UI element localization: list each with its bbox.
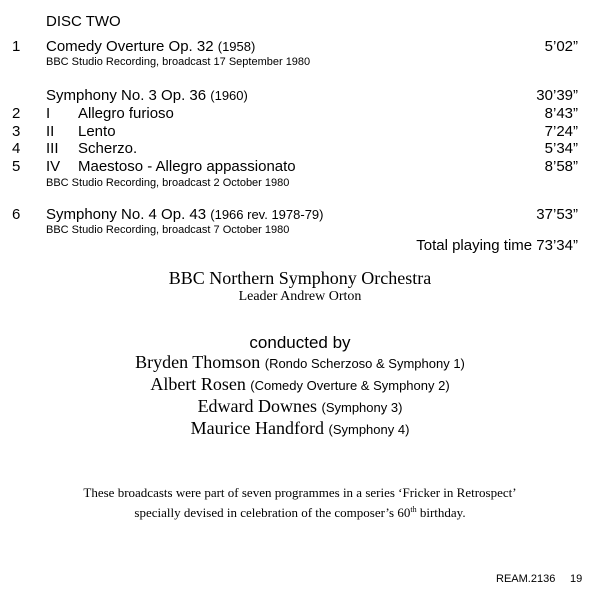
work-title	[46, 87, 248, 104]
movement-title: Maestoso - Allegro appassionato	[78, 158, 296, 175]
track-title-text: Comedy Overture Op. 32	[46, 38, 214, 55]
track-number: 1	[12, 38, 21, 55]
work-year: (1960)	[210, 88, 248, 103]
track-number: 5	[12, 158, 21, 175]
movement-numeral: IV	[46, 158, 61, 175]
track-duration: 8’58”	[544, 158, 578, 175]
conducted-by-label: conducted by	[249, 333, 351, 352]
conductor-line	[0, 396, 600, 417]
conductor-name: Edward Downes	[197, 396, 318, 416]
track-number: 2	[12, 105, 21, 122]
page-number: 19	[570, 573, 583, 585]
movement-numeral: III	[46, 140, 59, 157]
orchestra-name: BBC Northern Symphony Orchestra	[168, 268, 432, 288]
movement-numeral: I	[46, 105, 51, 122]
movement-numeral: II	[46, 123, 55, 140]
track-duration: 37’53”	[536, 206, 578, 223]
conductor-name: Maurice Handford	[190, 418, 325, 438]
footnote-line-2	[0, 505, 600, 521]
movement-title: Allegro furioso	[78, 105, 174, 122]
track-duration: 7’24”	[544, 123, 578, 140]
catalogue-number: REAM.2136	[496, 573, 556, 585]
movement-title: Lento	[78, 123, 116, 140]
track-number: 6	[12, 206, 21, 223]
conductor-works: (Symphony 4)	[328, 422, 410, 437]
conductor-line	[0, 374, 600, 395]
track-duration: 8’43”	[544, 105, 578, 122]
recording-note: BBC Studio Recording, broadcast 17 September 1980	[46, 56, 311, 68]
track-title	[46, 206, 323, 223]
track-year: (1966 rev. 1978-79)	[210, 207, 324, 222]
footnote-superscript: th	[410, 505, 417, 514]
recording-note: BBC Studio Recording, broadcast 7 October 1980	[46, 224, 290, 236]
movement-title: Scherzo.	[78, 140, 138, 157]
work-title-text: Symphony No. 3 Op. 36	[46, 87, 207, 104]
footnote-line-1: These broadcasts were part of seven programmes in a series ‘Fricker in Retrospect’	[83, 485, 517, 500]
conductor-name: Bryden Thomson	[135, 352, 261, 372]
conductor-line	[0, 418, 600, 439]
track-number: 3	[12, 123, 21, 140]
recording-note: BBC Studio Recording, broadcast 2 October 1980	[46, 177, 290, 189]
track-number: 4	[12, 140, 21, 157]
track-duration: 5’02”	[544, 38, 578, 55]
conductor-name: Albert Rosen	[150, 374, 246, 394]
footnote-text: specially devised in celebration of the composer’s 60	[134, 505, 411, 520]
track-year: (1958)	[217, 39, 256, 54]
work-duration: 30’39”	[536, 87, 578, 104]
conductor-works: (Rondo Scherzoso & Symphony 1)	[264, 356, 465, 371]
conductor-works: (Comedy Overture & Symphony 2)	[250, 378, 450, 393]
conductor-works: (Symphony 3)	[321, 400, 403, 415]
footnote-text-end: birthday.	[416, 505, 466, 520]
total-playing-time: Total playing time 73’34”	[416, 237, 578, 254]
conductor-line	[0, 352, 600, 373]
track-title-text: Symphony No. 4 Op. 43	[46, 206, 207, 223]
track-title	[46, 38, 255, 55]
disc-title: DISC TWO	[46, 13, 121, 30]
track-duration: 5’34”	[544, 140, 578, 157]
orchestra-leader: Leader Andrew Orton	[238, 289, 362, 304]
